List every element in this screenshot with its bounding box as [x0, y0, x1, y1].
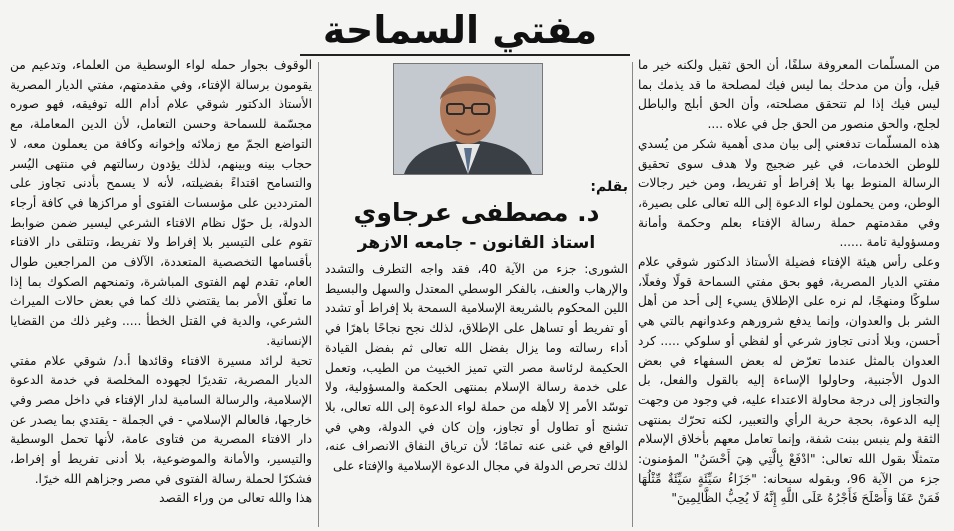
- article-column-middle: [325, 260, 628, 531]
- column-divider-left: [318, 62, 319, 527]
- author-title: استاذ القانون - جامعه الازهر: [357, 233, 596, 253]
- author-name: د. مصطفى عرجاوي: [353, 198, 600, 227]
- paragraph: الوقوف بجوار حمله لواء الوسطية من العلماء، وتدعيم من يقومون برسالة الإفتاء، وفي مقدمتهم، مفتي الديار المصرية الأستاذ الدكتور شوقي علام أدام الله توفيقه، فهو صوره مجسّمة للسماحة وحسن التعامل، لأن الدين المعاملة، مع التواضع الجمّ مع زملائه وإخوانه وكافة من يعملون معه، لا حجاب بينه وبينهم، لذلك يؤدون رسالتهم في منتهى اليُسر والتسامح اقتداءً بفضيلته، لأنه لا يسمح بأدنى تجاوز على المترددين على مؤسسات الفتوى أو مراكزها في كافة أرجاء الدولة، بل حوّل نظام الافتاء الشرعي ليسير ضمن ضوابط تقوم على التيسير بلا إفراط ولا تفريط، وتتلقى دار الافتاء بأقسامها التخصصية المتعددة، الآلاف من المراجعين طوال العام، تقدم لهم الفتوى المباشرة، وتمنحهم الصكوك بما إذا ما تعلّق الأمر بما يقتضي ذلك كما في بعض حالات الميراث الشرعي، والدية في القتل الخطأ ..... وغير ذلك من القضايا الإنسانية.: [10, 58, 312, 348]
- column-divider-right: [632, 62, 633, 527]
- paragraph: الشورى: جزء من الآية 40، فقد واجه التطرف والتشدد والإرهاب والعنف، بالفكر الوسطي المعتدل والسهل والبسيط اللين المحكوم بالشريعة الإسلامية السمحة بلا إفراط أو تشدد أو تفريط أو تساهل على الإطلاق، لذلك نجح نجاحًا باهرًا في أداء رسالته وما يزال بفضل الله تعالى ثم بفضل القيادة الحكيمة لرئاسة مصر التي تميز الخبيث من الطيب، وتعمل على خدمة رسالة الإسلام بمنتهى الحكمة والمسؤولية، ولا توسّد الأمر إلا لأهله من حملة لواء الدعوة إلى الله تعالى، بلا تشنج أو تطاول أو تجاوز، وإن كان في الدولة، وهي في الواقع في غنى عنه تمامًا؛ لأن ترياق النفاق الانصراف عنه، لذلك تحرص الدولة في مجال الدعوة الإسلامية والإفتاء على: [325, 262, 628, 474]
- paragraph: هذه المسلّمات تدفعني إلى بيان مدى أهمية شكر من يُسدي للوطن الخدمات، في غير ضجيج ولا هدف سوى تحقيق الرسالة المنوط بها بلا إفراط أو تفريط، ومن خير رجالات الوطن، ومن يحملون لواء الدعوة إلى الله تعالى على بصيرة، وفي مقدمتهم حملة رسالة الإفتاء بعلم وحكمة وأمانة ومسؤولية تامة ......: [638, 136, 940, 250]
- paragraph: هذا والله تعالى من وراء القصد: [159, 491, 312, 506]
- paragraph: من المسلّمات المعروفة سلفًا، أن الحق ثقيل ولكنه خير ما قيل، وأن من مدحك بما ليس فيك لمصلحة ما قد يذمك بما ليس فيك إذا لم تتحقق مصلحته، وأن الحق أبلج والباطل لجلج، والحق منصور من الحق جل في علاه ....: [638, 58, 940, 132]
- paragraph: تحية لرائد مسيرة الافتاء وقائدها أ.د/ شوقي علام مفتي الديار المصرية، تقديرًا لجهوده المخلصة في خدمة الدعوة الإسلامية، والرسالة السامية لدار الإفتاء في داخل مصر وفي خارجها، فالعالم الإسلامي - في الجملة - يقتدي بما يصدر عن دار الافتاء المصرية من فتاوى عامة، لأنها تحمل الوسطية والتيسير، والأمانة والموضوعية، بلا أدنى تفريط أو إفراط، فشكرًا لحملة رسالة الفتوى في مصر وجزاهم الله خيرًا.: [10, 353, 312, 486]
- author-photo: [393, 63, 543, 175]
- title-underline: [300, 54, 630, 56]
- article-column-right: [638, 56, 940, 531]
- article-title: مفتي السماحة: [322, 8, 598, 52]
- byline: [325, 178, 628, 256]
- paragraph: وعلى رأس هيئة الإفتاء فضيلة الأستاذ الدكتور شوقي علام مفتي الديار المصرية، فهو بحق مفتي السماحة قولًا وفعلًا، سلوكًا ومنهجًا، لم نره على الإطلاق يسيء إلى أحد من أهل الشر بل والعدوان، وإنما يدفع شرورهم وعدوانهم بالتي هي أحسن، وبلا أدنى تجاوز شرعي أو لفظي أو سلوكي ..... كرد العدوان بالمثل عندما تعرّض له بعض السفهاء في بعض الدول الأجنبية، وحاولوا الإساءة إليه بالقول والفعل، بل والتجاوز إلى درجة محاولة الاعتداء عليه، في وجود من وجهت إليه الدعوة، بحجة حرية الرأي والتعبير، لكنه تحرّك بمنتهى الثقة ولم ينبس ببنت شفة، وإنما تعامل معهم بأخلاق الإسلام متمثلًا بقول الله تعالى: "ادْفَعْ بِالَّتِي هِيَ أَحْسَنُ" المؤمنون: جزء من الآية 96، وبقوله سبحانه: "جَزَاءُ سَيِّئَةٍ سَيِّئَةٌ مِّثْلُهَا فَمَنْ عَفَا وَأَصْلَحَ فَأَجْرُهُ عَلَى اللَّهِ إِنَّهُ لَا يُحِبُّ الظَّالِمِينَ": [638, 255, 940, 506]
- byline-prefix: بقلم:: [590, 179, 628, 195]
- author-portrait-image: [394, 64, 542, 174]
- article-column-left: [10, 56, 312, 531]
